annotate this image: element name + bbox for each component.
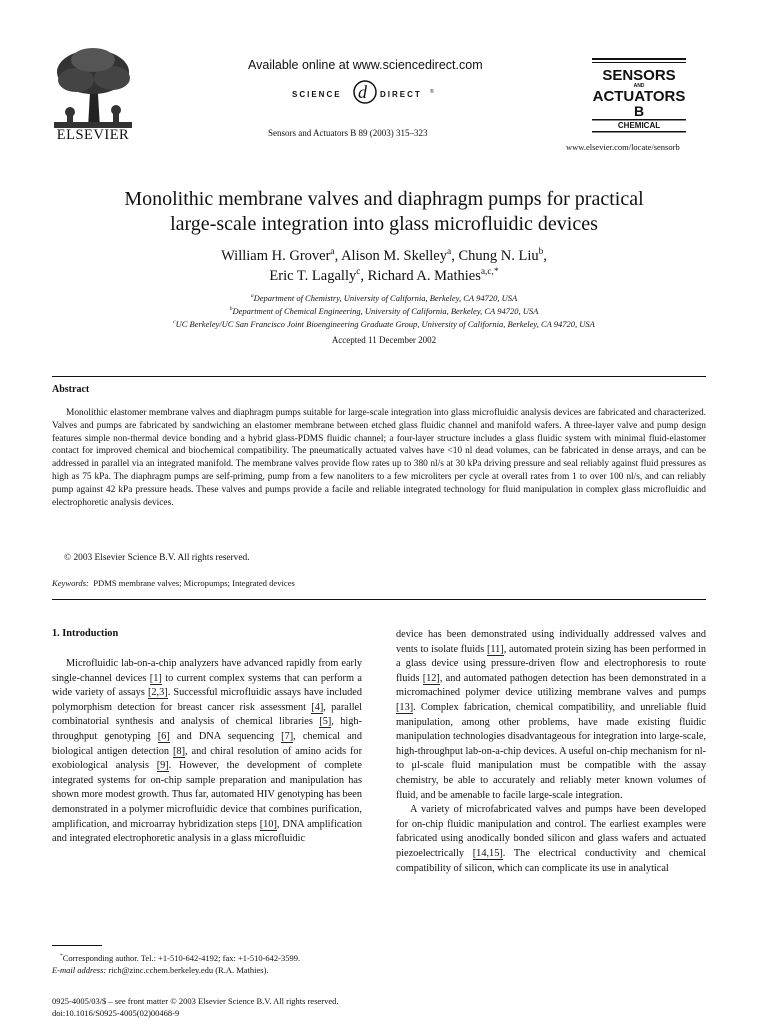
author-name: Eric T. Lagally [269, 268, 357, 284]
journal-url[interactable]: www.elsevier.com/locate/sensorb [566, 142, 680, 152]
citation-link[interactable]: [10] [259, 818, 277, 830]
sd-registered-mark: ® [430, 89, 434, 95]
accepted-date: Accepted 11 December 2002 [331, 335, 437, 345]
abstract-top-rule [52, 376, 706, 377]
author-separator: , [543, 248, 547, 264]
sciencedirect-logo [290, 76, 440, 108]
paragraph-text: and DNA sequencing [169, 730, 282, 742]
citation-link[interactable]: [14,15] [472, 847, 503, 859]
author-affil-mark[interactable]: a,c,* [480, 267, 499, 278]
paragraph-text: . However, the development of complete integrated systems for on-chip sample preparation and manipulation has shown more modest growth. Thus far, automated HIV genotyping has been demonstrated in a polymer microfluidic device that combines purification, amplification, and microarray hybridization steps [52, 760, 362, 830]
citation-link[interactable]: [6] [157, 730, 170, 742]
paragraph-text: , and automated pathogen detection has been demonstrated in a micromachined polymer device utilizing membrane valves and pumps [396, 672, 707, 699]
affiliation-line [0, 292, 768, 305]
footer-issn: 0925-4005/03/$ – see front matter © 2003 Elsevier Science B.V. All rights reserved. [52, 996, 339, 1006]
paragraph-text: , DNA amplification and integrated electrophoretic analysis in a glass microfluidic [52, 818, 362, 845]
author-affil-mark[interactable]: a [447, 247, 452, 258]
footnote-rule [52, 945, 102, 946]
publisher-name: ELSEVIER [56, 127, 130, 143]
citation-link[interactable]: [11] [486, 643, 504, 655]
elsevier-tree-logo [48, 44, 138, 130]
footnote-mark: * [60, 953, 63, 960]
author-name: Chung N. Liu [458, 248, 539, 264]
email-label: E-mail address: [52, 965, 107, 975]
footer-doi[interactable]: doi:10.1016/S0925-4005(02)00468-9 [52, 1008, 180, 1018]
affiliation-mark: a [250, 293, 254, 300]
sensors-actuators-logo [592, 58, 686, 136]
journal-logo-line1: SENSORS [602, 67, 676, 84]
page-footer [52, 995, 339, 1019]
email-address[interactable]: rich@zinc.cchem.berkeley.edu (R.A. Mathies). [108, 965, 269, 975]
affiliation-text: Department of Chemistry, University of California, Berkeley, CA 94720, USA [253, 293, 518, 303]
paragraph-text: to current complex systems that can perform a wide variety of assays [52, 672, 362, 699]
paragraph-text: , parallel combinatorial synthesis and analysis of chemical libraries [52, 701, 362, 728]
section-heading-introduction: 1. Introduction [52, 628, 119, 639]
paragraph-text: . Successful microfluidic assays have included polymorphism detection for breast cancer risk assessment [52, 687, 362, 713]
abstract-bottom-rule [52, 599, 706, 600]
paragraph-text: , high-throughput genotyping [52, 716, 362, 742]
sd-right-text: DIRECT [380, 90, 422, 99]
author-affil-mark[interactable]: a [330, 247, 335, 258]
intro-paragraph-continued [396, 628, 706, 803]
paragraph-text: A variety of microfabricated valves and pumps have been developed for on-chip fluidic manipulation and control. The earliest examples were fabricated using anodically bonded silicon and glass wafers and actuated piezoelectrically [396, 804, 706, 859]
citation-link[interactable]: [5] [319, 716, 332, 728]
svg-text:d: d [358, 82, 367, 102]
journal-reference: Sensors and Actuators B 89 (2003) 315–323 [268, 128, 428, 138]
corresponding-author-footnote [52, 952, 372, 976]
journal-logo-b: B [633, 103, 645, 119]
author-name: Alison M. Skelley [341, 248, 447, 264]
author-name: William H. Grover [221, 248, 331, 264]
paragraph-text: device has been demonstrated using individually addressed valves and vents to isolate fluids [396, 629, 706, 655]
title-line-1: Monolithic membrane valves and diaphragm pumps for practical [124, 188, 644, 210]
available-online-text: Available online at www.sciencedirect.com [248, 58, 483, 72]
affiliation-mark: c [173, 319, 176, 326]
keywords-list: PDMS membrane valves; Micropumps; Integrated devices [93, 578, 295, 588]
paragraph-text: . Complex fabrication, chemical compatibility, and unreliable fluid manipulation, among other problems, have made existing fluidic manipulation technologies disadvantageous for integration into large-scale, high-throughput lab-on-a-chip devices. A useful on-chip mechanism for nl- to μl-scale fluid manipulation must be compatible with the assay chemistry, be able to accurately and reliably meter known volumes of fluid, and be amenable to facile large-scale integration. [396, 701, 706, 801]
intro-paragraph-1 [52, 657, 362, 847]
paragraph-text: . The electrical conductivity and chemical compatibility of silicon, which can complicate its use in analytical [396, 847, 706, 874]
author-affil-mark[interactable]: c [356, 267, 361, 278]
title-line-2: large-scale integration into glass microfluidic devices [170, 213, 598, 235]
citation-link[interactable]: [2,3] [147, 687, 168, 699]
intro-paragraph-2 [396, 803, 706, 876]
article-title [0, 187, 768, 237]
keywords [52, 578, 295, 588]
affiliation-text: Department of Chemical Engineering, University of California, Berkeley, CA 94720, USA [232, 306, 539, 316]
citation-link[interactable]: [1] [149, 672, 162, 684]
journal-logo-and: AND [633, 83, 645, 89]
author-line-1 [0, 246, 768, 266]
footnote-contact: Corresponding author. Tel.: +1-510-642-4192; fax: +1-510-642-3599. [62, 953, 301, 963]
abstract-text: Monolithic elastomer membrane valves and diaphragm pumps suitable for large-scale integration into glass microfluidic analysis devices are fabricated and characterized. Valves and pumps are fabricated by sandwiching an elastomer membrane between etched glass fluidic channel and manifold wafers. A three-layer valve and pump design features simple non-thermal device bonding and a hybrid glass-PDMS fluidic channel; a four-layer structure includes a glass fluidic system with minimal fluid-elastomer contact for improved chemical and biochemical compatibility. The pneumatically actuated valves have <10 nl dead volumes, can be fabricated in dense arrays, and can be addressed in parallel via an integrated manifold. The membrane valves provide flow rates up to 380 nl/s at 30 kPa driving pressure and seal reliably against fluid pressures as high as 75 kPa. The diaphragm pumps are self-priming, pump from a few nanoliters to a few microliters per cycle at overall rates from 1 to over 100 nl/s, and can reliably pump against 42 kPa pressure heads. These valves and pumps provide a facile and reliable integrated technology for fluid manipulation in complex glass microfluidic and electrophoretic analysis devices. [52, 408, 706, 508]
citation-link[interactable]: [8] [173, 745, 186, 757]
footnote-email-line [52, 964, 372, 976]
paragraph-text: , and chiral resolution of amino acids for exobiological analysis [52, 745, 363, 772]
affiliation-text: UC Berkeley/UC San Francisco Joint Bioengineering Graduate Group, University of California, Berkeley, CA 94720, USA [175, 319, 595, 329]
journal-logo-chemical: CHEMICAL [617, 121, 661, 130]
citation-link[interactable]: [7] [281, 730, 294, 742]
author-line-2 [0, 266, 768, 286]
citation-link[interactable]: [13] [396, 701, 414, 713]
body-left-column [52, 657, 362, 847]
author-list [0, 246, 768, 286]
footnote-contact-line [52, 952, 372, 964]
affiliation-line [0, 305, 768, 318]
paragraph-text: , automated protein sizing has been performed in a glass device using pressure-driven flow and electrophoresis to route fluids [396, 643, 706, 684]
paragraph-text: , chemical and biological antigen detection [52, 730, 362, 757]
journal-logo-line2: ACTUATORS [592, 88, 686, 105]
author-separator: , [360, 268, 368, 284]
citation-link[interactable]: [12] [422, 672, 440, 684]
author-affil-mark[interactable]: b [538, 247, 544, 258]
abstract-heading: Abstract [52, 384, 90, 395]
abstract-copyright: © 2003 Elsevier Science B.V. All rights reserved. [64, 553, 250, 563]
sd-left-text: SCIENCE [292, 90, 342, 99]
body-right-column [396, 628, 706, 876]
affiliation-line [0, 318, 768, 331]
affiliations [0, 292, 768, 331]
citation-link[interactable]: [9] [156, 760, 169, 772]
author-separator: , [334, 248, 342, 264]
author-separator: , [451, 248, 459, 264]
affiliation-mark: b [229, 306, 233, 313]
citation-link[interactable]: [4] [311, 701, 324, 713]
paragraph-text: Microfluidic lab-on-a-chip analyzers have advanced rapidly from early single-channel devices [52, 658, 362, 684]
keywords-label: Keywords: [52, 578, 89, 588]
author-name: Richard A. Mathies [367, 268, 481, 284]
